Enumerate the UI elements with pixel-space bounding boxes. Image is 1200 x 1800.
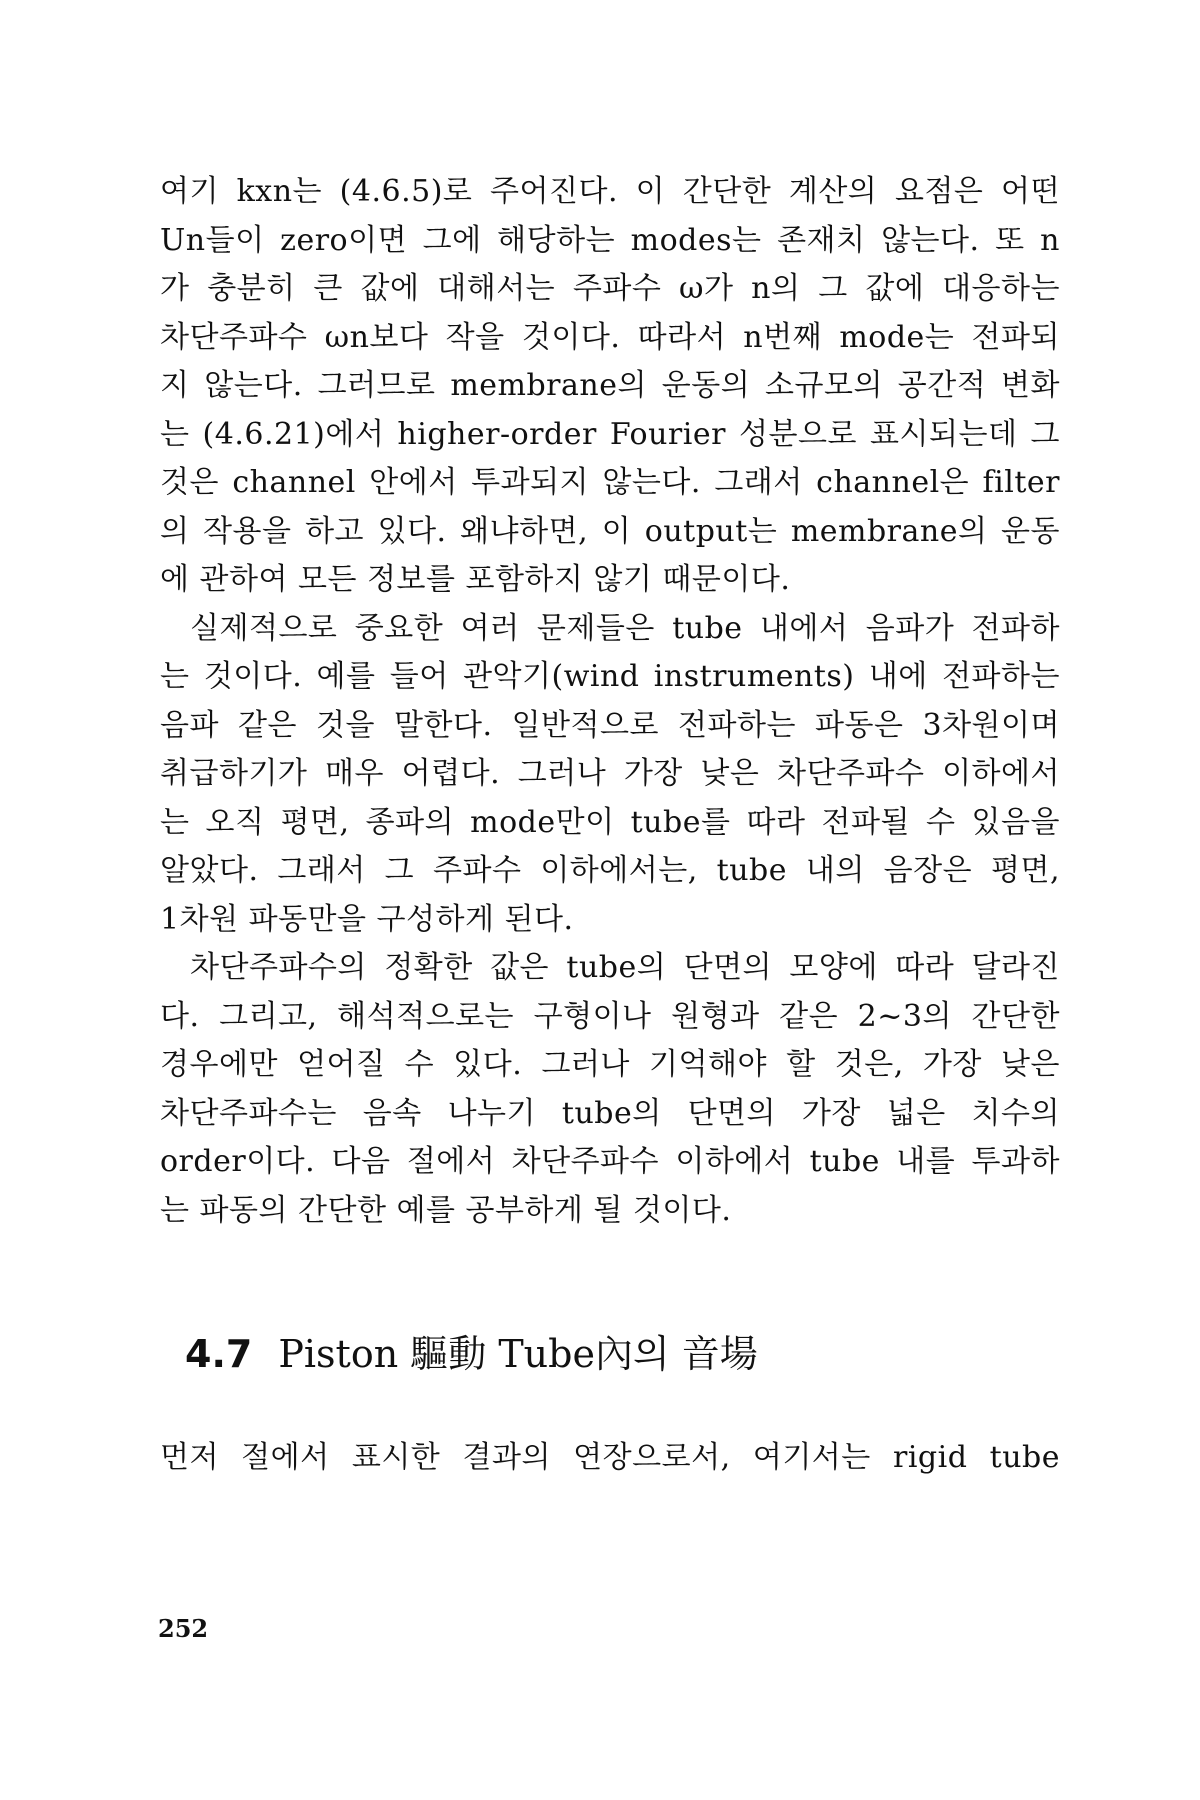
text-line: 는 것이다. 예를 들어 관악기(wind instruments) 내에 전파하는 — [160, 659, 1060, 694]
text-line: 는 (4.6.21)에서 higher-order Fourier 성분으로 표시되는데 그 — [160, 416, 1060, 452]
text-line: 알았다. 그래서 그 주파수 이하에서는, tube 내의 음장은 평면, — [160, 853, 1060, 888]
text-line: 의 작용을 하고 있다. 왜냐하면, 이 output는 membrane의 운동 — [160, 513, 1060, 549]
text-line: 는 파동의 간단한 예를 공부하게 될 것이다. — [160, 1192, 732, 1228]
text-line: Un들이 zero이면 그에 해당하는 modes는 존재치 않는다. 또 n — [160, 222, 1060, 258]
page-number: 252 — [158, 1614, 209, 1643]
text-line: 경우에만 얻어질 수 있다. 그러나 기억해야 할 것은, 가장 낮은 — [160, 1047, 1060, 1082]
paragraph-1 — [160, 168, 1060, 605]
paragraph-3 — [160, 944, 1060, 1235]
paragraph-2 — [160, 605, 1060, 945]
text-line: 지 않는다. 그러므로 membrane의 운동의 소규모의 공간적 변화 — [160, 368, 1060, 403]
text-line: order이다. 다음 절에서 차단주파수 이하에서 tube 내를 투과하 — [160, 1144, 1060, 1179]
text-line: 다. 그리고, 해석적으로는 구형이나 원형과 같은 2~3의 간단한 — [160, 998, 1060, 1034]
body-text — [160, 168, 1060, 1235]
section-title: Piston 驅動 Tube內의 音場 — [278, 1332, 758, 1376]
text-line: 취급하기가 매우 어렵다. 그러나 가장 낮은 차단주파수 이하에서 — [160, 756, 1060, 791]
text-line: 차단주파수는 음속 나누기 tube의 단면의 가장 넓은 치수의 — [160, 1095, 1060, 1131]
text-line: 여기 kxn는 (4.6.5)로 주어진다. 이 간단한 계산의 요점은 어떤 — [160, 174, 1060, 209]
text-line: 음파 같은 것을 말한다. 일반적으로 전파하는 파동은 3차원이며 — [160, 707, 1060, 743]
text-line: 먼저 절에서 표시한 결과의 연장으로서, 여기서는 rigid tube — [160, 1440, 1060, 1475]
text-line: 에 관하여 모든 정보를 포함하지 않기 때문이다. — [160, 562, 791, 597]
text-line: 것은 channel 안에서 투과되지 않는다. 그래서 channel은 filter — [160, 465, 1060, 500]
section-number: 4.7 — [185, 1332, 253, 1376]
text-line: 는 오직 평면, 종파의 mode만이 tube를 따라 전파될 수 있음을 — [160, 804, 1060, 840]
text-line: 차단주파수의 정확한 값은 tube의 단면의 모양에 따라 달라진 — [190, 950, 1060, 985]
text-line: 가 충분히 큰 값에 대해서는 주파수 ω가 n의 그 값에 대응하는 — [160, 271, 1060, 306]
text-line: 실제적으로 중요한 여러 문제들은 tube 내에서 음파가 전파하 — [190, 610, 1060, 646]
text-line: 차단주파수 ωn보다 작을 것이다. 따라서 n번째 mode는 전파되 — [160, 319, 1060, 355]
text-line: 1차원 파동만을 구성하게 된다. — [160, 901, 574, 937]
section-body — [160, 1434, 1060, 1483]
section-heading — [185, 1330, 758, 1378]
